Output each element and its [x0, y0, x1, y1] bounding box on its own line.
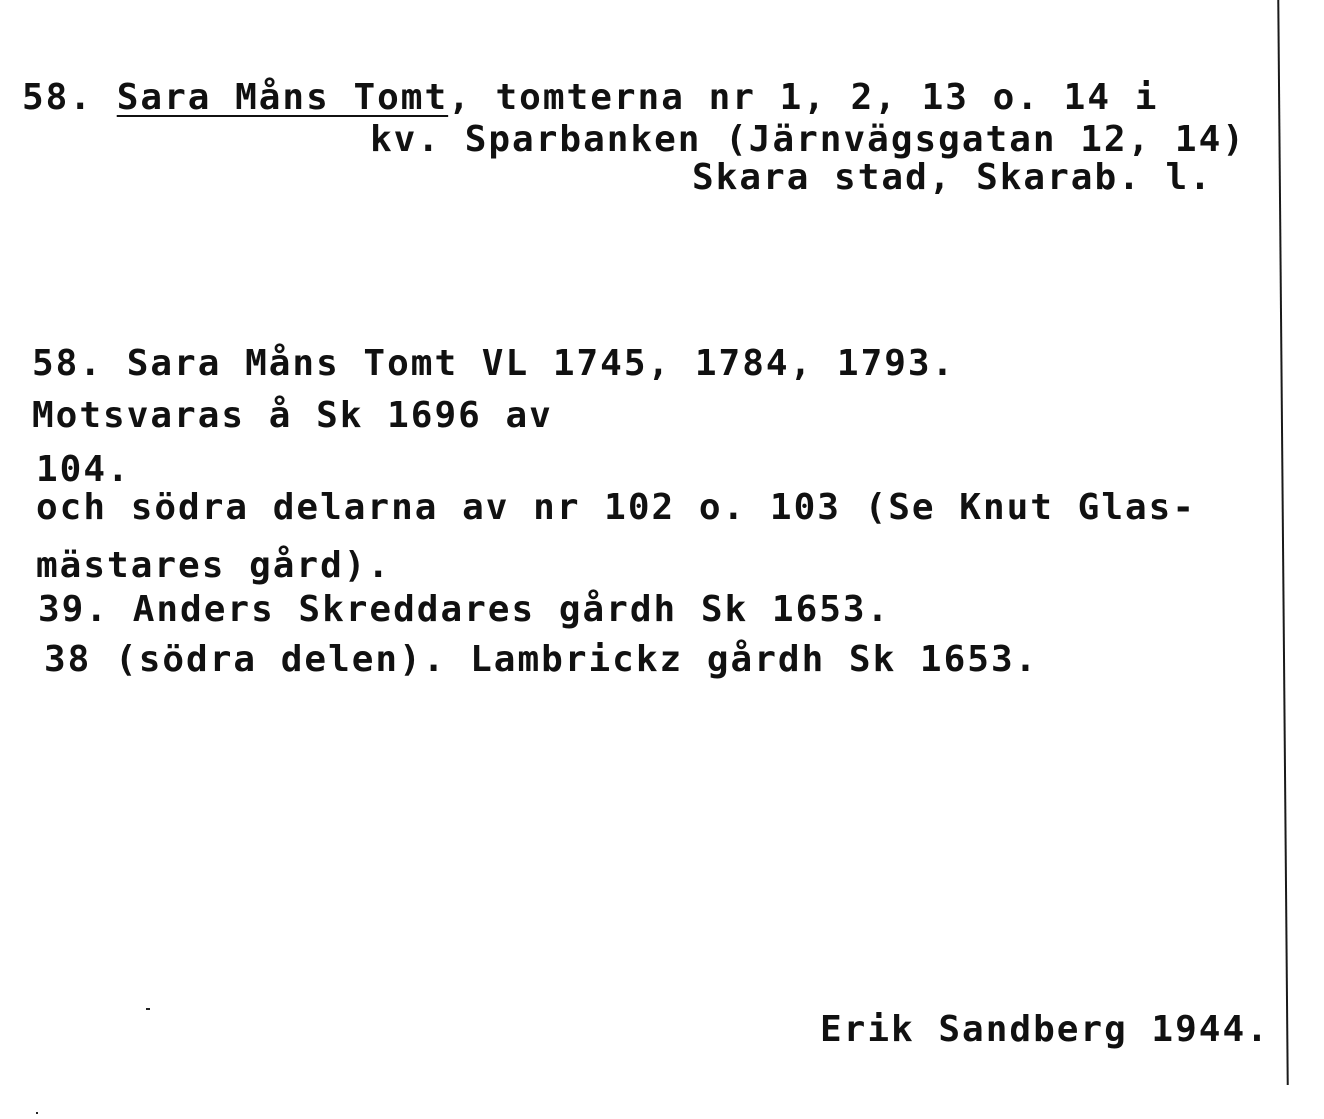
header-line-1 — [22, 77, 1159, 118]
body-line-4: och södra delarna av nr 102 o. 103 (Se Knut Glas- — [36, 487, 1197, 528]
entry-name: Sara Måns Tomt — [116, 77, 449, 118]
signature: Erik Sandberg 1944. — [820, 1009, 1270, 1050]
body-line-5: mästares gård). — [36, 545, 392, 586]
body-line-3: 104. — [36, 449, 131, 490]
body-line-6: 39. Anders Skreddares gårdh Sk 1653. — [38, 589, 891, 630]
body-line-7: 38 (södra delen). Lambrickz gårdh Sk 1653. — [44, 639, 1039, 680]
entry-number: 58. — [22, 77, 94, 118]
body-line-1: 58. Sara Måns Tomt VL 1745, 1784, 1793. — [32, 343, 956, 384]
ink-speck — [36, 1112, 38, 1114]
header-line-3: Skara stad, Skarab. l. — [692, 157, 1213, 198]
header-line-2: kv. Sparbanken (Järnvägsgatan 12, 14) — [370, 119, 1246, 160]
card-edge-line — [1277, 0, 1288, 1085]
entry-rest: , tomterna nr 1, 2, 13 o. 14 i — [448, 77, 1159, 118]
body-line-2: Motsvaras å Sk 1696 av — [32, 395, 553, 436]
ink-speck — [146, 1008, 150, 1010]
